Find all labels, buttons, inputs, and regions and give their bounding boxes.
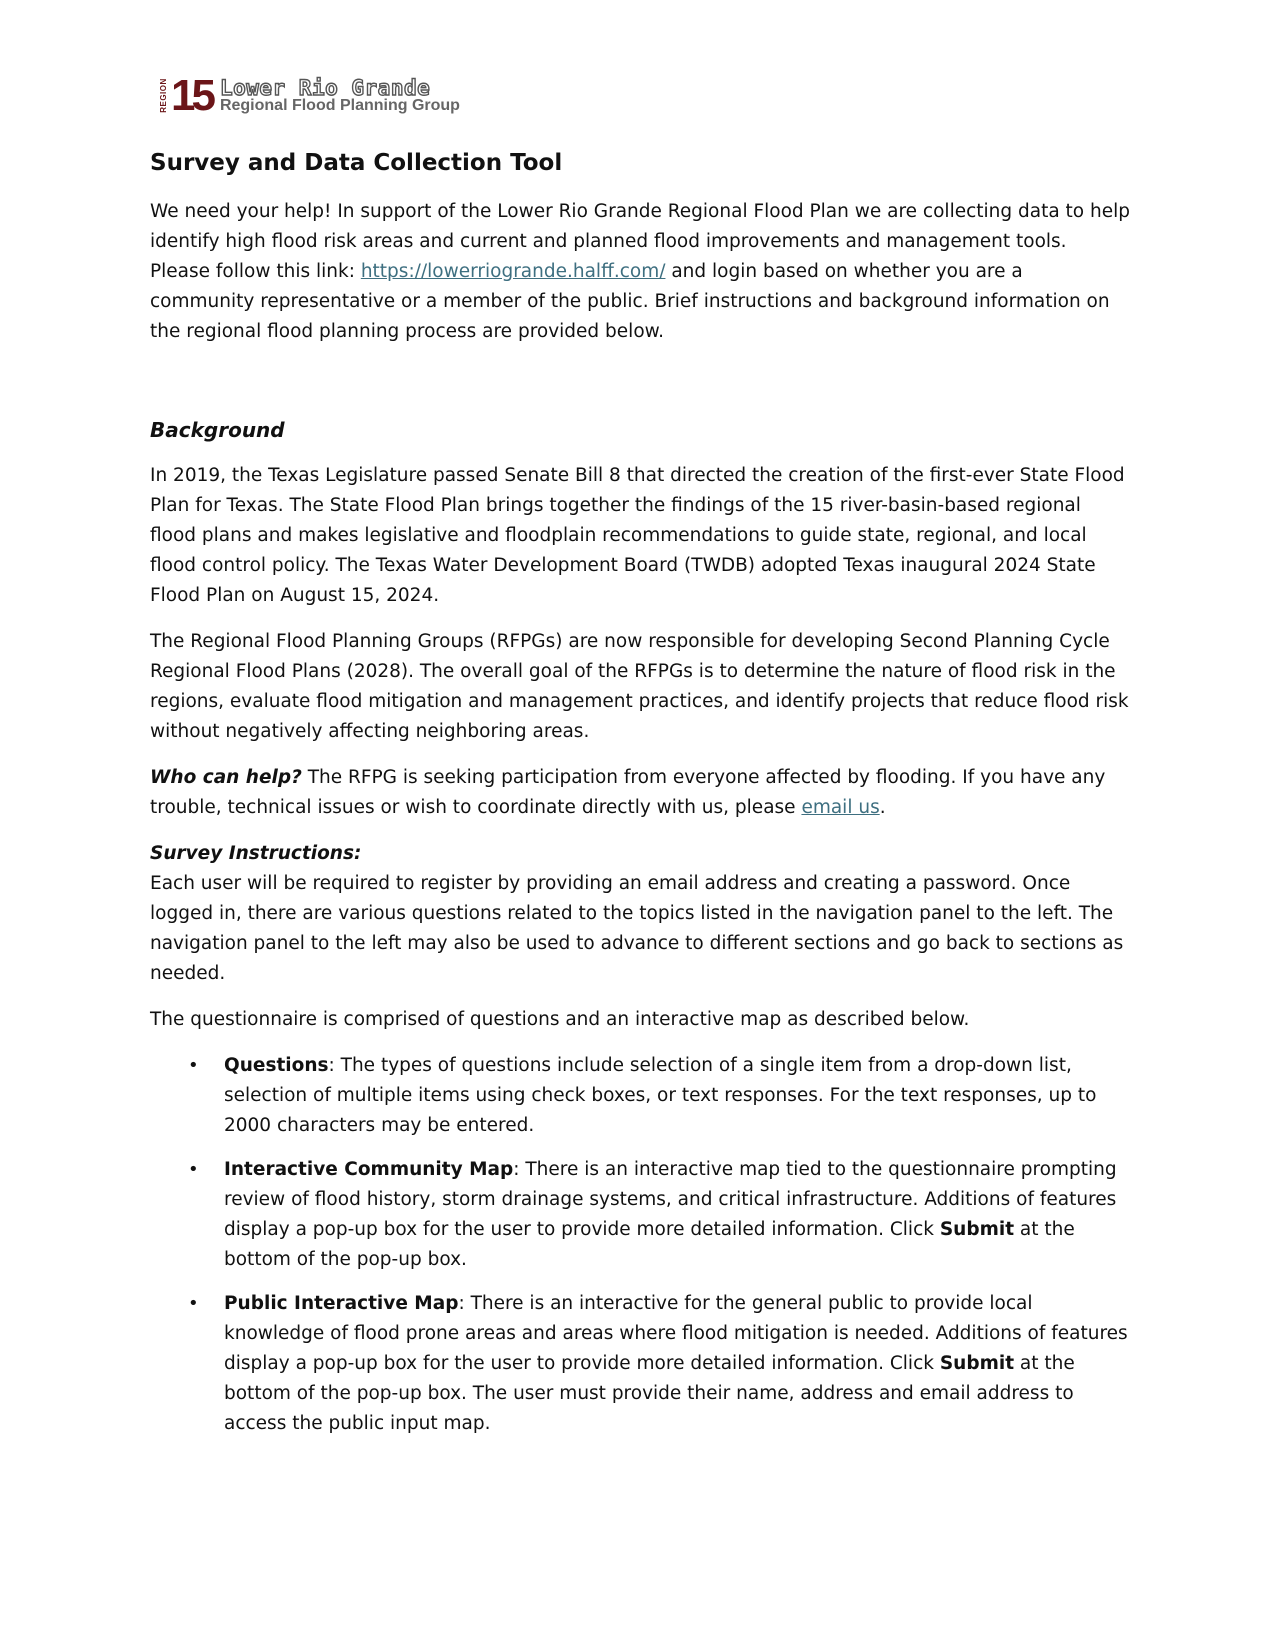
- bullet-title: Interactive Community Map: [224, 1159, 514, 1180]
- bullet-icon: •: [188, 1293, 199, 1314]
- bullet-text: : There is an interactive for the general public to provide local knowledge of flood prone areas and areas where flood mitigation is needed. Additions of features display a pop-up box for the user to provide more detailed information. Click: [224, 1293, 1128, 1374]
- logo-region-label: [158, 77, 169, 115]
- bullet-text-end: at the bottom of the pop-up box.: [224, 1219, 1075, 1270]
- intro-text-before: We need your help! In support of the Lower Rio Grande Regional Flood Plan we are collecting data to help identify high flood risk areas and current and planned flood improvements and management tools. Please follow this link:: [150, 201, 1130, 282]
- background-heading: Background: [150, 418, 285, 442]
- document-content: [150, 147, 1130, 1453]
- survey-instructions-paragraph: [150, 839, 1130, 989]
- list-item: [150, 1155, 1130, 1275]
- bullet-title: Questions: [224, 1055, 329, 1076]
- logo-line2: Regional Flood Planning Group: [219, 97, 460, 114]
- bullet-text-end: at the bottom of the pop-up box. The user must provide their name, address and email address to access the public input map.: [224, 1353, 1075, 1434]
- survey-instructions-label: Survey Instructions:: [150, 843, 362, 864]
- bullet-text: : There is an interactive map tied to the questionnaire prompting review of flood history, storm drainage systems, and critical infrastructure. Additions of features display a pop-up box for the user to provide more detailed information. Click: [224, 1159, 1117, 1240]
- background-paragraph-2: The Regional Flood Planning Groups (RFPGs) are now responsible for developing Second Planning Cycle Regional Flood Plans (2028). The overall goal of the RFPGs is to determine the nature of flood risk in the regions, evaluate flood mitigation and management practices, and identify projects that reduce flood risk without negatively affecting neighboring areas.: [150, 631, 1129, 742]
- rfpg-logo: [158, 71, 460, 120]
- list-item: [150, 1051, 1130, 1141]
- who-can-help-text: The RFPG is seeking participation from everyone affected by flooding. If you have any trouble, technical issues or wish to coordinate directly with us, please: [150, 767, 1106, 818]
- logo-line1: Lower Rio Grande: [219, 76, 431, 100]
- who-can-help-end: .: [879, 797, 886, 818]
- logo-region-text: REGION: [158, 78, 168, 113]
- bullet-icon: •: [188, 1159, 199, 1180]
- bullet-bold: Submit: [939, 1353, 1015, 1374]
- survey-site-link[interactable]: https://lowerriogrande.halff.com/: [360, 261, 666, 282]
- intro-text-after: and login based on whether you are a community representative or a member of the public. Brief instructions and background information on the regional flood planning process are provided below.: [150, 261, 1110, 342]
- bullet-title: Public Interactive Map: [224, 1293, 459, 1314]
- survey-instructions-text: Each user will be required to register by providing an email address and creating a password. Once logged in, there are various questions related to the topics listed in the navigation panel to the left. The navigation panel to the left may also be used to advance to different sections and go back to sections as needed.: [150, 873, 1124, 984]
- bullet-text: : The types of questions include selection of a single item from a drop-down list, selection of multiple items using check boxes, or text responses. For the text responses, up to 2000 characters may be entered.: [224, 1055, 1097, 1136]
- list-item: [150, 1289, 1130, 1439]
- who-can-help-paragraph: [150, 763, 1130, 823]
- email-us-link[interactable]: email us: [801, 797, 880, 818]
- page-title: Survey and Data Collection Tool: [150, 150, 563, 176]
- questionnaire-intro: The questionnaire is comprised of questions and an interactive map as described below.: [150, 1009, 970, 1030]
- who-can-help-label: Who can help?: [150, 767, 302, 788]
- bullet-icon: •: [188, 1055, 199, 1076]
- logo-region-number: 15: [171, 71, 212, 120]
- intro-paragraph: [150, 197, 1130, 347]
- bullet-list: [150, 1051, 1130, 1439]
- bullet-bold: Submit: [939, 1219, 1015, 1240]
- logo-text: [220, 78, 460, 114]
- background-paragraph-1: In 2019, the Texas Legislature passed Senate Bill 8 that directed the creation of the first-ever State Flood Plan for Texas. The State Flood Plan brings together the findings of the 15 river-basin-based regional flood plans and makes legislative and floodplain recommendations to guide state, regional, and local flood control policy. The Texas Water Development Board (TWDB) adopted Texas inaugural 2024 State Flood Plan on August 15, 2024.: [150, 465, 1125, 606]
